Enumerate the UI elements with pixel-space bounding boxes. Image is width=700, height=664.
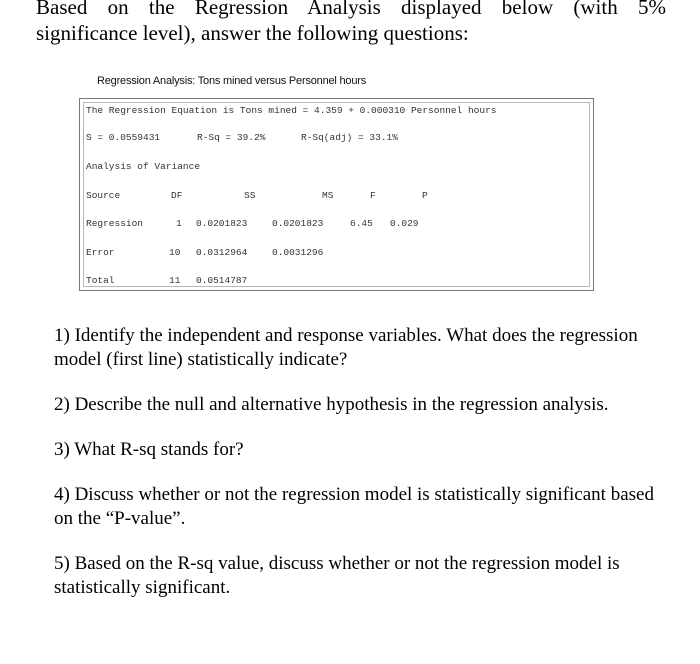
row-error-ms: 0.0031296 bbox=[272, 247, 324, 258]
regression-output-inner-frame bbox=[83, 102, 590, 287]
header-f: F bbox=[370, 190, 376, 201]
output-caption: Regression Analysis: Tons mined versus Personnel hours bbox=[97, 75, 367, 87]
question-4: 4) Discuss whether or not the regression model is statistically significant based on the “P-value”. bbox=[54, 484, 654, 529]
question-2: 2) Describe the null and alternative hypothesis in the regression analysis. bbox=[54, 394, 609, 415]
row-total-ss: 0.0514787 bbox=[196, 275, 248, 286]
row-total-df: 11 bbox=[169, 275, 181, 286]
row-regression-ms: 0.0201823 bbox=[272, 218, 324, 229]
questions-list bbox=[54, 324, 674, 621]
question-5: 5) Based on the R-sq value, discuss whether or not the regression model is statistically significant. bbox=[54, 553, 620, 598]
row-total-source: Total bbox=[86, 275, 115, 286]
header-df: DF bbox=[171, 190, 183, 201]
anova-title: Analysis of Variance bbox=[86, 161, 201, 172]
question-3: 3) What R-sq stands for? bbox=[54, 439, 244, 460]
row-regression-f: 6.45 bbox=[350, 218, 373, 229]
row-regression-ss: 0.0201823 bbox=[196, 218, 248, 229]
r-sq-adj-value: R-Sq(adj) = 33.1% bbox=[301, 132, 398, 143]
header-ss: SS bbox=[244, 190, 256, 201]
row-regression-df: 1 bbox=[176, 218, 182, 229]
header-ms: MS bbox=[322, 190, 334, 201]
row-error-df: 10 bbox=[169, 247, 181, 258]
intro-line-1: Based on the Regression Analysis displayed below (with 5% bbox=[36, 0, 666, 19]
s-value: S = 0.0559431 bbox=[86, 132, 161, 143]
regression-equation: The Regression Equation is Tons mined = 4.359 + 0.000310 Personnel hours bbox=[86, 105, 497, 116]
header-source: Source bbox=[86, 190, 121, 201]
header-p: P bbox=[422, 190, 428, 201]
row-regression-source: Regression bbox=[86, 218, 144, 229]
row-error-source: Error bbox=[86, 247, 115, 258]
intro-paragraph bbox=[36, 0, 666, 46]
row-error-ss: 0.0312964 bbox=[196, 247, 248, 258]
question-1: 1) Identify the independent and response variables. What does the regression model (first line) statistically indicate? bbox=[54, 325, 638, 370]
row-regression-p: 0.029 bbox=[390, 218, 419, 229]
intro-line-2: significance level), answer the following questions: bbox=[36, 21, 469, 45]
regression-output-box bbox=[79, 98, 594, 291]
r-sq-value: R-Sq = 39.2% bbox=[197, 132, 266, 143]
